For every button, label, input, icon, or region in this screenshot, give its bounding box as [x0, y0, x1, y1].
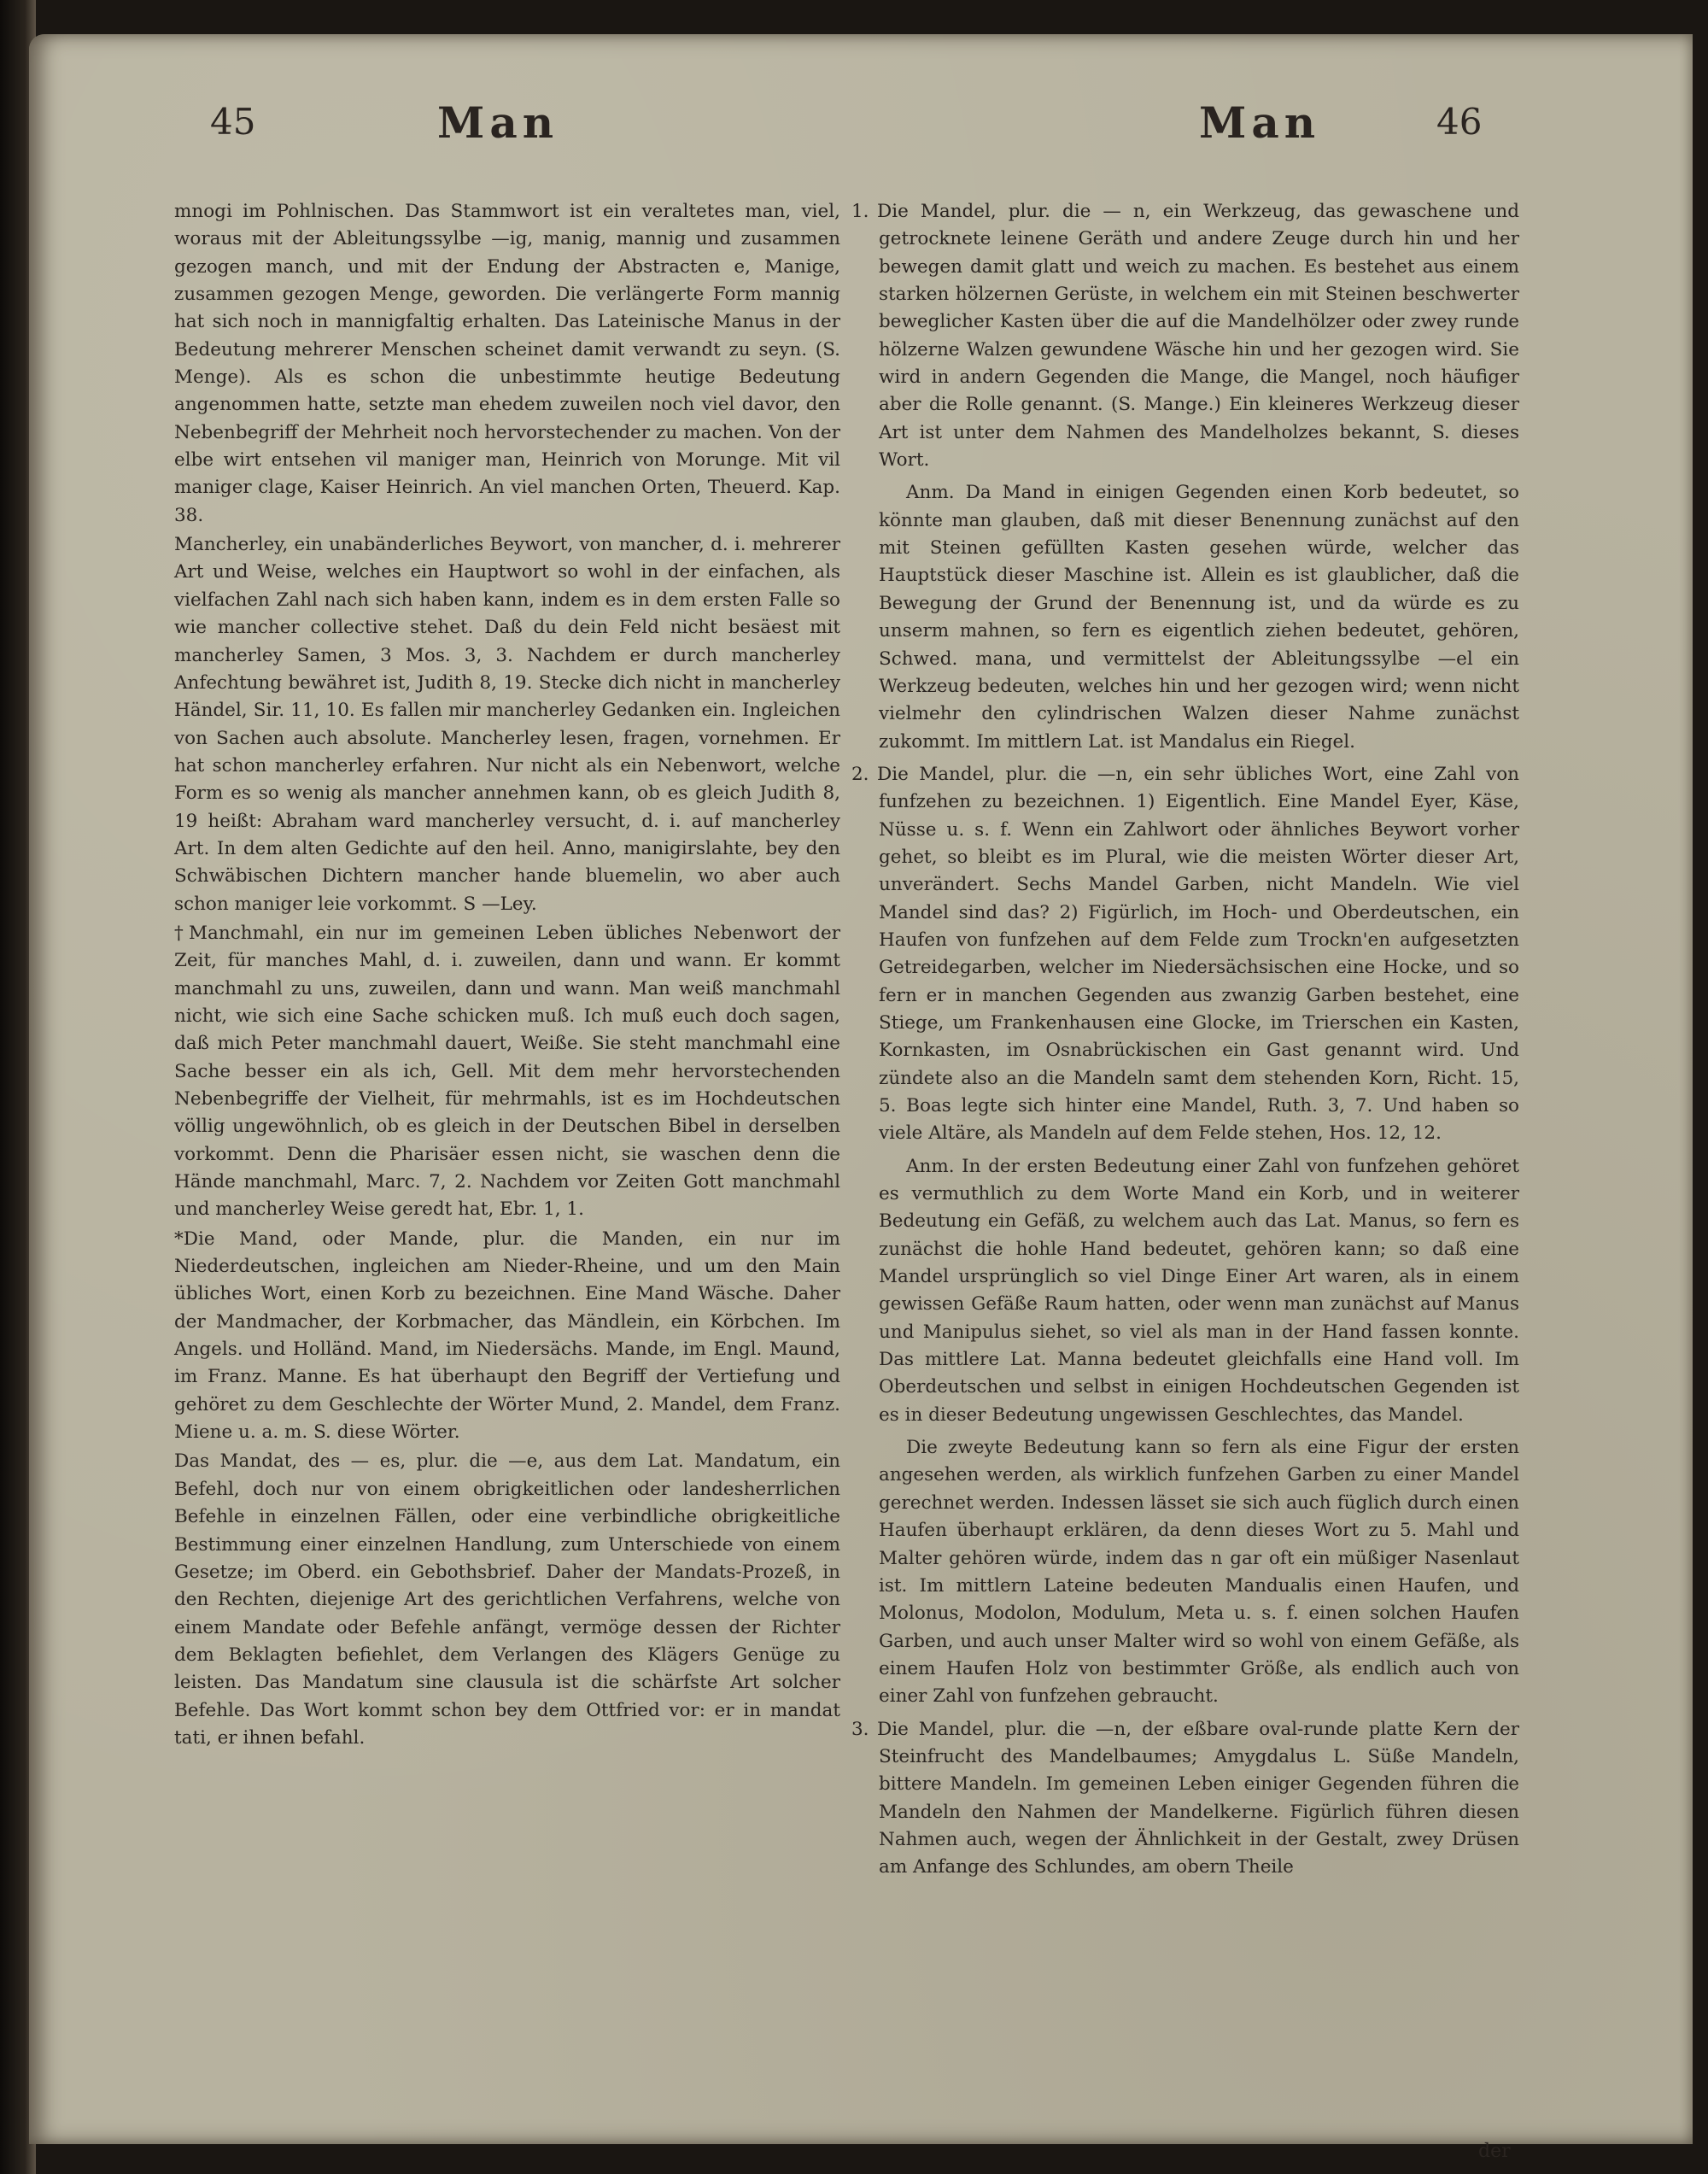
right-running-head: Man	[1199, 97, 1321, 148]
right-column	[851, 198, 1519, 1887]
entry-text: Die Mandel, plur. die — n, ein Werkzeug, das gewaschene und getrocknete leinene Geräth und andere Zeuge durch hin und her bewegen damit glatt und weich zu machen. Es bestehet aus einem starken hölzernen Gerüste, in welchem ein mit Steinen beschwerter beweglicher Kasten über die auf die Mandelhölzer oder zwey runde hölzerne Walzen gewundene Wäsche hin und her gezogen wird. Sie wird in andern Gegenden die Mange, die Mangel, noch häufiger aber die Rolle genannt. (S. Mange.) Ein kleineres Werkzeug dieser Art ist unter dem Nahmen des Mandelholzes bekannt, S. dieses Wort.	[877, 201, 1519, 472]
entry-mand: *Die Mand, oder Mande, plur. die Manden, ein nur im Niederdeutschen, ingleichen am Nieder-Rheine, und um den Main übliches Wort, einen Korb zu bezeichnen. Eine Mand Wäsche. Daher der Mandmacher, der Korbmacher, das Mändlein, ein Körbchen. Im Angels. und Holländ. Mand, im Niedersächs. Mande, im Engl. Maund, im Franz. Manne. Es hat überhaupt den Begriff der Vertiefung und gehöret zu dem Geschlechte der Wörter Mund, 2. Mandel, dem Franz. Miene u. a. m. S. diese Wörter.	[174, 1228, 840, 1444]
left-column	[174, 198, 840, 1754]
right-page-number: 46	[1436, 101, 1483, 143]
entry-mandel-2	[851, 761, 1519, 1148]
entry-mandat: Das Mandat, des — es, plur. die —e, aus dem Lat. Mandatum, ein Befehl, doch nur von einem obrigkeitlichen oder landesherrlichen Befehle in einzelnen Fällen, oder eine verbindliche obrigkeitliche Bestimmung einer einzelnen Handlung, zum Unterschiede von einem Gesetze; im Oberd. ein Gebothsbrief. Daher der Mandats-Prozeß, in den Rechten, diejenige Art des gerichtlichen Verfahrens, welche von einem Mandate oder Befehle anfängt, vermöge dessen der Richter dem Beklagten befiehlet, dem Verlangen des Klägers Genüge zu leisten. Das Mandatum sine clausula ist die schärfste Art solcher Befehle. Das Wort kommt schon bey dem Ottfried vor: er in mandat tati, er ihnen befahl.	[174, 1450, 840, 1749]
left-running-head: Man	[437, 97, 559, 148]
entry-mancherley: Mancherley, ein unabänderliches Beywort, von mancher, d. i. mehrerer Art und Weise, welches ein Hauptwort so wohl in der einfachen, als vielfachen Zahl nach sich haben kann, indem es in dem ersten Falle so wie mancher collective stehet. Daß du dein Feld nicht besäest mit mancherley Samen, 3 Mos. 3, 3. Nachdem er durch mancherley Anfechtung bewähret ist, Judith 8, 19. Stecke dich nicht in mancherley Händel, Sir. 11, 10. Es fallen mir mancherley Gedanken ein. Ingleichen von Sachen auch absolute. Mancherley lesen, fragen, vornehmen. Er hat schon mancherley erfahren. Nur nicht als ein Nebenwort, welche Form es so wenig als mancher annehmen kann, ob es gleich Judith 8, 19 heißt: Abraham ward mancherley versucht, d. i. auf mancherley Art. In dem alten Gedichte auf den heil. Anno, manigirslahte, bey den Schwäbischen Dichtern mancher hande bluemelin, wo aber auch schon maniger leie vorkommt. S —Ley.	[174, 534, 840, 915]
entry-number: 1.	[851, 201, 869, 222]
entry-text: Die Mandel, plur. die —n, der eßbare oval-runde platte Kern der Steinfrucht des Mandelbaumes; Amygdalus L. Süße Mandeln, bittere Mandeln. Im gemeinen Leben einiger Gegenden führen die Mandeln den Nahmen der Mandelkerne. Figürlich führen diesen Nahmen auch, wegen der Ähnlichkeit in der Gestalt, zwey Drüsen am Anfange des Schlundes, am obern Theile	[877, 1718, 1519, 1878]
note-mandel-2-second-meaning: Die zweyte Bedeutung kann so fern als eine Figur der ersten angesehen werden, als wirklich funfzehen Garben zu einer Mandel gerechnet werden. Indessen lässet sie sich auch füglich durch einen Haufen überhaupt erklären, da denn dieses Wort zu 5. Mahl und Malter gehören würde, indem das n gar oft ein müßiger Nasenlaut ist. Im mittlern Lateine bedeuten Mandualis einen Haufen, und Molonus, Modolon, Modulum, Meta u. s. f. einen solchen Haufen Garben, und auch unser Malter wird so wohl von einem Gefäße, als einem Haufen Holz von bestimmter Größe, als endlich auch von einer Zahl von funfzehen gebraucht.	[879, 1437, 1519, 1708]
entry-manig-continued: mnogi im Pohlnischen. Das Stammwort ist ein veraltetes man, viel, woraus mit der Ableitungssylbe —ig, manig, mannig und zusammen gezogen manch, und mit der Endung der Abstracten e, Manige, zusammen gezogen Menge, geworden. Die verlängerte Form mannig hat sich noch in mannigfaltig erhalten. Das Lateinische Manus in der Bedeutung mehrerer Menschen scheinet damit verwandt zu seyn. (S. Menge). Als es schon die unbestimmte heutige Bedeutung angenommen hatte, setzte man ehedem zuweilen noch viel davor, den Nebenbegriff der Mehrheit noch hervorstechender zu machen. Von der elbe wirt entsehen vil maniger man, Heinrich von Morunge. Mit vil maniger clage, Kaiser Heinrich. An viel manchen Orten, Theuerd. Kap. 38.	[174, 201, 840, 526]
entry-number: 3.	[851, 1718, 869, 1740]
book-page	[29, 34, 1693, 2162]
entry-text: Die Mandel, plur. die —n, ein sehr übliches Wort, eine Zahl von funfzehen zu bezeichnen. 1) Eigentlich. Eine Mandel Eyer, Käse, Nüsse u. s. f. Wenn ein Zahlwort oder ähnliches Beywort vorher gehet, so bleibt es im Plural, wie die meisten Wörter dieser Art, unverändert. Sechs Mandel Garben, nicht Mandeln. Wie viel Mandel sind das? 2) Figürlich, im Hoch- und Oberdeutschen, ein Haufen von funfzehen auf dem Felde zum Trockn'en aufgesetzten Getreidegarben, welcher im Niedersächsischen eine Hocke, und so fern er in manchen Gegenden aus zwanzig Garben bestehet, eine Stiege, um Frankenhausen eine Glocke, im Trierschen ein Kasten, Kornkasten, im Osnabrückischen ein Gast genannt wird. Und zündete also an die Mandeln samt dem stehenden Korn, Richt. 15, 5. Boas legte sich hinter eine Mandel, Ruth. 3, 7. Und haben so viele Altäre, als Mandeln auf dem Felde stehen, Hos. 12, 12.	[877, 763, 1519, 1145]
note-mandel-2: Anm. In der ersten Bedeutung einer Zahl von funfzehen gehöret es vermuthlich zu dem Worte Mand ein Korb, und in weiterer Bedeutung ein Gefäß, zu welchem auch das Lat. Manus, so fern es zunächst die hohle Hand bedeutet, gehören kann; so daß eine Mandel ursprünglich so viel Dinge Einer Art waren, als in einem gewissen Gefäße Raum hatten, oder wenn man zunächst auf Manus und Manipulus siehet, so viel als man in der Hand fassen konnte. Das mittlere Lat. Manna bedeutet gleichfalls eine Hand voll. Im Oberdeutschen und selbst in einigen Hochdeutschen Gegenden ist es in dieser Bedeutung ungewissen Geschlechtes, das Mandel.	[879, 1155, 1519, 1426]
entry-mandel-1	[851, 198, 1519, 474]
note-mandel-1: Anm. Da Mand in einigen Gegenden einen Korb bedeutet, so könnte man glauben, daß mit dieser Benennung zunächst auf den mit Steinen gefüllten Kasten gesehen würde, welcher das Hauptstück dieser Maschine ist. Allein es ist glaublicher, daß die Bewegung der Grund der Benennung ist, und da würde es zu unserm mahnen, so fern es eigentlich ziehen bedeutet, gehören, Schwed. mana, und vermittelst der Ableitungssylbe —el ein Werkzeug bedeuten, welches hin und her gezogen wird; wenn nicht vielmehr den cylindrischen Walzen dieser Nahme zunächst zukommt. Im mittlern Lat. ist Mandalus ein Riegel.	[879, 482, 1519, 753]
catchword: der	[1478, 2141, 1511, 2162]
entry-manchmahl: †Manchmahl, ein nur im gemeinen Leben übliches Nebenwort der Zeit, für manches Mahl, d. i. zuweilen, dann und wann. Er kommt manchmahl zu uns, zuweilen, dann und wann. Man weiß manchmahl nicht, wie sich eine Sache schicken muß. Ich muß euch doch sagen, daß mich Peter manchmahl dauert, Weiße. Sie steht manchmahl eine Sache besser ein als ich, Gell. Mit dem mehr hervorstechenden Nebenbegriffe der Vielheit, für mehrmahls, ist es im Hochdeutschen völlig ungewöhnlich, ob es gleich in der Deutschen Bibel in derselben vorkommt. Denn die Pharisäer essen nicht, sie waschen denn die Hände manchmahl, Marc. 7, 2. Nachdem vor Zeiten Gott manchmahl und mancherley Weise geredt hat, Ebr. 1, 1.	[174, 922, 840, 1221]
entry-mandel-3	[851, 1716, 1519, 1882]
left-page-number: 45	[210, 101, 256, 143]
entry-number: 2.	[851, 763, 869, 785]
